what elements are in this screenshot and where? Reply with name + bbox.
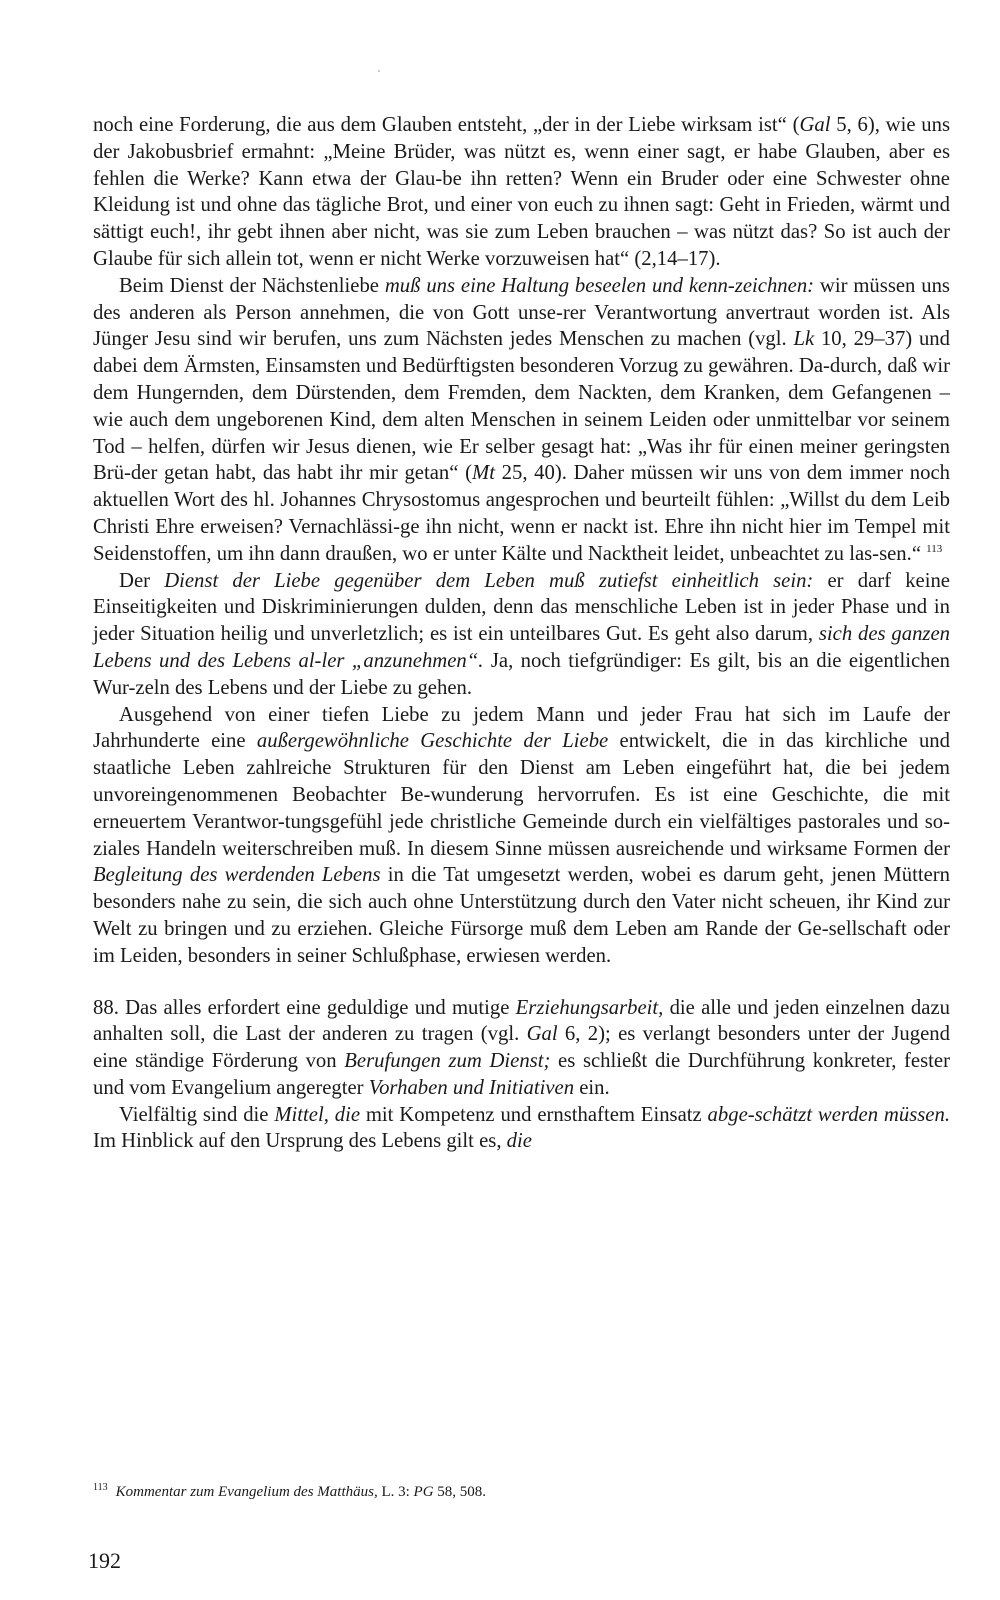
footnote-113 bbox=[93, 1478, 950, 1502]
italic-emphasis: Gal bbox=[799, 114, 831, 136]
text-run: er darf keine Einseitigkeiten und Diskriminierungen dulden, denn das menschliche Leben ist in jeder Phase und in jeder Situation heilig und unverletzlich; es ist ein unteilbares Gut. Es geht also darum, bbox=[93, 569, 950, 646]
italic-emphasis: Vorhaben und Initiativen bbox=[368, 1076, 575, 1099]
text-run: Vielfältig sind die bbox=[119, 1103, 275, 1126]
text-run: Der bbox=[119, 569, 165, 592]
italic-emphasis: Erziehungsarbeit, bbox=[515, 996, 664, 1019]
paragraph-3 bbox=[93, 568, 950, 702]
paragraph-6 bbox=[93, 1102, 950, 1156]
italic-emphasis: Lk bbox=[793, 328, 815, 351]
italic-emphasis: außergewöhnliche Geschichte der Liebe bbox=[256, 730, 609, 753]
text-run: mit Kompetenz und ernsthaftem Einsatz bbox=[360, 1103, 708, 1126]
paragraph-2 bbox=[93, 273, 950, 568]
text-run: entwickelt, die in das kirchliche und staatliche Leben zahlreiche Strukturen für den Dienst am Leben eingeführt hat, die bei jedem unvoreingenommenen Beobachter Be-wunderung hervorrufen. Es ist eine Geschichte, die mit erneuertem Verantwor-tungsgefühl jede christliche Gemeinde durch ein vielfältiges pastorales und so-ziales Handeln weiterschreiben muß. In diesem Sinne müssen ausreichende und wirksame Formen der bbox=[93, 730, 950, 860]
italic-emphasis: Mt bbox=[472, 462, 495, 485]
text-run: 6, 2); es verlangt besonders unter der Jugend eine ständige Förderung von bbox=[93, 1023, 950, 1073]
italic-emphasis: Begleitung des werdenden Lebens bbox=[93, 864, 381, 887]
text-run: Ausgehend von einer tiefen Liebe zu jedem Mann und jeder Frau hat sich im Laufe der Jahrhunderte eine bbox=[93, 703, 950, 753]
text-run: Ja, noch tiefgründiger: Es gilt, bis an die eigentlichen Wur-zeln des Lebens und der Liebe zu gehen. bbox=[93, 649, 951, 699]
text-run: noch eine Forderung, die aus dem Glauben entsteht, „der in der Liebe wirksam ist“ ( bbox=[93, 114, 800, 136]
text-run: 10, 29–37) und dabei dem Ärmsten, Einsamsten und Bedürftigsten besonderen Vorzug zu gewähren. Da-durch, daß wir dem Hungernden, dem Dürstenden, dem Fremden, dem Nackten, dem Kranken, dem Gefangenen – wie auch dem ungeborenen Kind, dem alten Menschen in seinem Leiden oder unmittelbar vor seinem Tod – helfen, dürfen wir Jesus dienen, wie Er selber gesagt hat: „Was ihr für einen meiner geringsten Brü-der getan habt, das habt ihr mir getan“ ( bbox=[93, 328, 950, 485]
italic-emphasis: muß uns eine Haltung beseelen und kenn-zeichnen: bbox=[384, 274, 815, 297]
paragraph-88 bbox=[93, 995, 950, 1102]
text-run: 58, 508. bbox=[433, 1484, 487, 1500]
italic-emphasis: PG bbox=[413, 1484, 434, 1500]
paragraph-1 bbox=[93, 112, 950, 273]
scan-speck bbox=[378, 70, 380, 72]
paragraph-4 bbox=[93, 702, 950, 970]
italic-emphasis: Berufungen zum Dienst; bbox=[344, 1050, 551, 1073]
text-run: ein. bbox=[574, 1076, 610, 1099]
italic-emphasis: die bbox=[506, 1130, 532, 1153]
italic-emphasis: Gal bbox=[526, 1023, 558, 1046]
text-run: 5, 6), wie uns der Jakobusbrief ermahnt: „Meine Brüder, was nützt es, wenn einer sagt, er habe Glauben, aber es fehlen die Werke? Kann etwa der Glau-be ihn retten? Wenn ein Bruder oder eine Schwester ohne Kleidung ist und ohne das tägliche Brot, und einer von euch zu ihnen sagt: Geht in Frieden, wärmt und sättigt euch!, ihr gebt ihnen aber nicht, was sie zum Leben brauchen – was nützt das? So ist auch der Glaube für sich allein tot, wenn er nicht Werke vorzuweisen hat“ (2,14–17). bbox=[93, 114, 950, 270]
text-run: 88. Das alles erfordert eine geduldige und mutige bbox=[93, 996, 516, 1019]
text-run: es schließt die Durchführung konkreter, fester und vom Evangelium angeregter bbox=[93, 1050, 950, 1099]
footnote-marker: 113 bbox=[93, 1482, 108, 1493]
text-run: die alle und jeden einzelnen dazu anhalten soll, die Last der anderen zu tragen (vgl. bbox=[93, 996, 950, 1046]
text-run: L. 3: bbox=[377, 1484, 414, 1500]
italic-emphasis: Mittel, die bbox=[274, 1103, 360, 1126]
text-run: Beim Dienst der Nächstenliebe bbox=[119, 274, 385, 297]
page-number: 192 bbox=[88, 1548, 121, 1573]
text-run: wir müssen uns des anderen als Person annehmen, die von Gott unse-rer Verantwortung anvertraut worden ist. Als Jünger Jesu sind wir berufen, uns zum Nächsten jedes Menschen zu machen (vgl. bbox=[93, 274, 950, 351]
text-run: in die Tat umgesetzt werden, wobei es darum geht, jenen Müttern besonders nahe zu sein, die sich auch ohne Unterstützung durch den Vater nicht scheuen, ihr Kind zur Welt zu bringen und zu erziehen. Gleiche Fürsorge muß dem Leben am Rande der Ge-sellschaft oder im Leiden, besonders in seiner Schlußphase, erwiesen werden. bbox=[93, 864, 950, 967]
italic-emphasis: abge-schätzt werden müssen. bbox=[707, 1103, 950, 1126]
italic-emphasis: sich des ganzen Lebens und des Lebens al-ler „anzunehmen“. bbox=[93, 623, 950, 672]
text-run: Im Hinblick auf den Ursprung des Lebens gilt es, bbox=[93, 1130, 507, 1153]
italic-emphasis: Kommentar zum Evangelium des Matthäus, bbox=[115, 1484, 378, 1500]
text-run: 25, 40). Daher müssen wir uns von dem immer noch aktuellen Wort des hl. Johannes Chrysostomus angesprochen und beurteilt fühlen: „Willst du dem Leib Christi Ehre erweisen? Vernachlässi-ge ihn nicht, wenn er nackt ist. Ehre ihn nicht hier im Tempel mit Seidenstoffen, um ihn dann draußen, wo er unter Kälte und Nacktheit leidet, unbeachtet zu las-sen.“ bbox=[93, 462, 950, 565]
italic-emphasis: Dienst der Liebe gegenüber dem Leben muß zutiefst einheitlich sein: bbox=[164, 569, 814, 592]
footnote-marker: 113 bbox=[926, 542, 943, 555]
body-text bbox=[93, 112, 950, 1155]
